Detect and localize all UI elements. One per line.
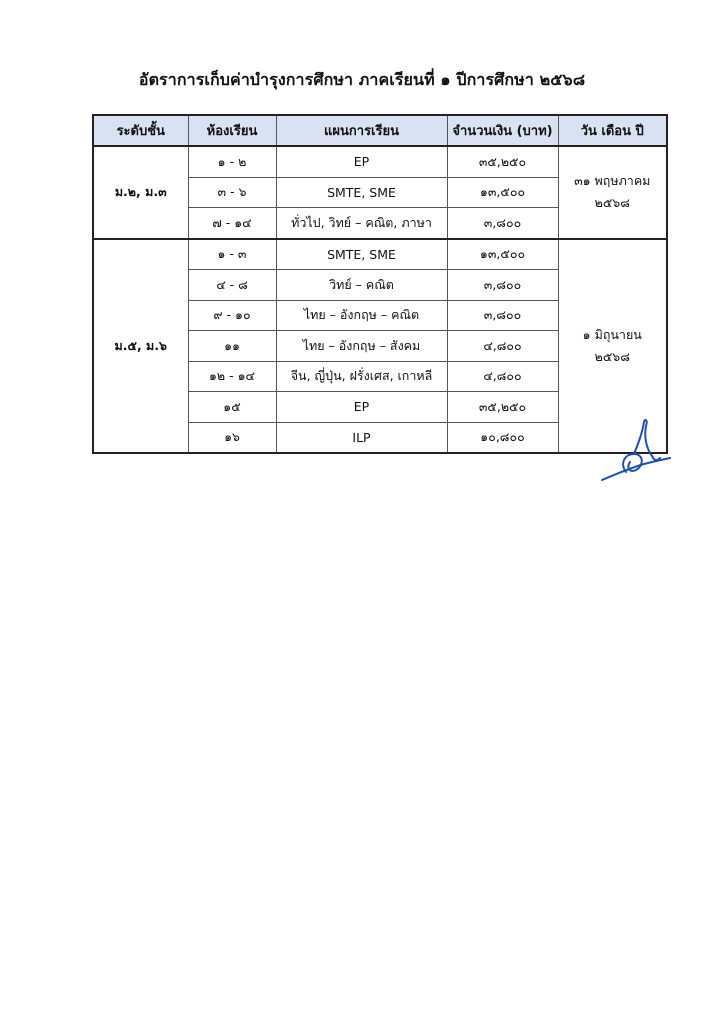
header-level: ระดับชั้น: [93, 115, 188, 146]
document-title: อัตราการเก็บค่าบำรุงการศึกษา ภาคเรียนที่ ๑ ปีการศึกษา ๒๕๖๘: [138, 70, 586, 89]
signature-stroke: [602, 420, 670, 480]
date-day-month: ๓๑ พฤษภาคม: [574, 173, 651, 189]
program-cell: ไทย – อังกฤษ – สังคม: [276, 331, 447, 362]
rooms-cell: ๑๒ - ๑๔: [188, 361, 276, 392]
amount-cell: ๔,๘๐๐: [447, 331, 558, 362]
program-cell: ILP: [276, 422, 447, 453]
table-row: [93, 239, 667, 270]
date-year: ๒๕๖๘: [594, 348, 630, 364]
header-rooms: ห้องเรียน: [188, 115, 276, 146]
signature-mark: [596, 414, 676, 486]
rooms-cell: ๑๕: [188, 392, 276, 423]
fee-table: [92, 114, 668, 454]
program-cell: ทั่วไป, วิทย์ – คณิต, ภาษา: [276, 208, 447, 239]
header-program: แผนการเรียน: [276, 115, 447, 146]
level-cell: ม.๒, ม.๓: [93, 146, 188, 239]
rooms-cell: ๓ - ๖: [188, 177, 276, 208]
amount-cell: ๓,๘๐๐: [447, 300, 558, 331]
rooms-cell: ๗ - ๑๔: [188, 208, 276, 239]
date-cell: [558, 146, 667, 239]
amount-cell: ๓๕,๒๕๐: [447, 146, 558, 177]
program-cell: SMTE, SME: [276, 239, 447, 270]
program-cell: EP: [276, 146, 447, 177]
amount-cell: ๓๕,๒๕๐: [447, 392, 558, 423]
amount-cell: ๑๓,๕๐๐: [447, 239, 558, 270]
group-m5-m6: [93, 239, 667, 454]
rooms-cell: ๑๑: [188, 331, 276, 362]
date-day-month: ๑ มิถุนายน: [582, 326, 642, 342]
rooms-cell: ๑๖: [188, 422, 276, 453]
amount-cell: ๑๓,๕๐๐: [447, 177, 558, 208]
group-m2-m3: [93, 146, 667, 239]
date-year: ๒๕๖๘: [594, 195, 630, 211]
rooms-cell: ๑ - ๒: [188, 146, 276, 177]
level-cell: ม.๕, ม.๖: [93, 239, 188, 454]
program-cell: ไทย – อังกฤษ – คณิต: [276, 300, 447, 331]
rooms-cell: ๙ - ๑๐: [188, 300, 276, 331]
amount-cell: ๓,๘๐๐: [447, 208, 558, 239]
table-header-row: [93, 115, 667, 146]
amount-cell: ๑๐,๘๐๐: [447, 422, 558, 453]
amount-cell: ๔,๘๐๐: [447, 361, 558, 392]
program-cell: วิทย์ – คณิต: [276, 270, 447, 301]
rooms-cell: ๔ - ๘: [188, 270, 276, 301]
header-date: วัน เดือน ปี: [558, 115, 667, 146]
program-cell: จีน, ญี่ปุ่น, ฝรั่งเศส, เกาหลี: [276, 361, 447, 392]
table-row: [93, 146, 667, 177]
amount-cell: ๓,๘๐๐: [447, 270, 558, 301]
rooms-cell: ๑ - ๓: [188, 239, 276, 270]
header-amount: จำนวนเงิน (บาท): [447, 115, 558, 146]
program-cell: SMTE, SME: [276, 177, 447, 208]
program-cell: EP: [276, 392, 447, 423]
